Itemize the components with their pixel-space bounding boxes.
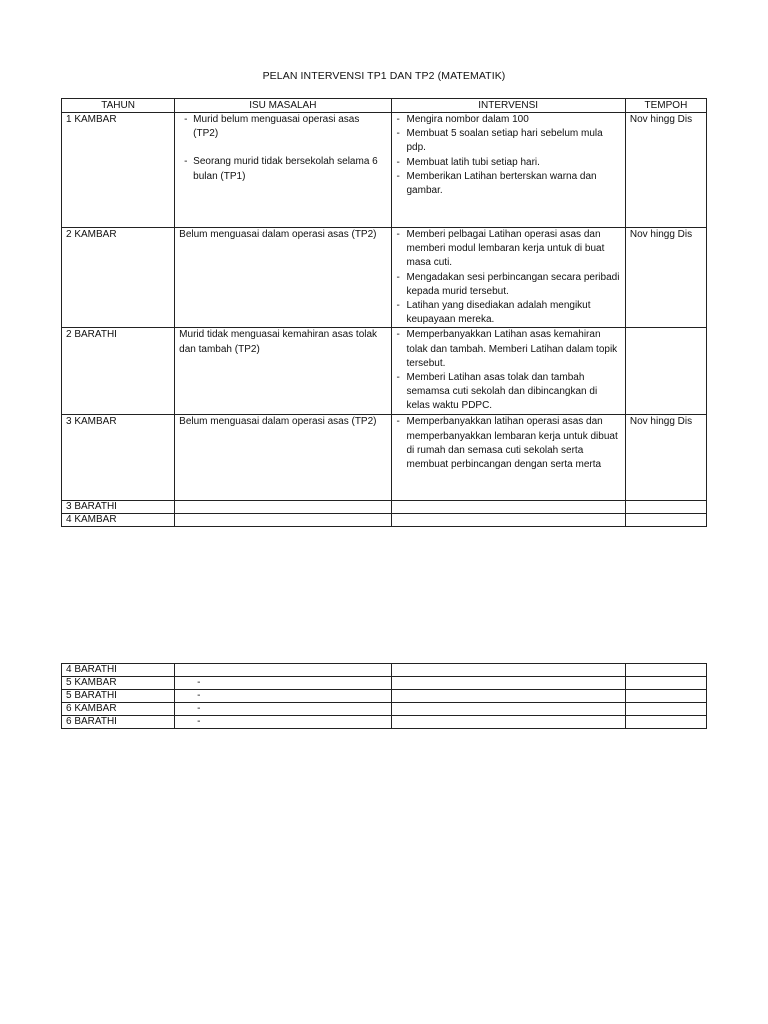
cell-isu: -	[175, 690, 391, 703]
cell-tempoh	[625, 664, 706, 677]
header-isu-masalah: ISU MASALAH	[175, 99, 391, 113]
cell-intervensi	[391, 328, 625, 415]
cell-tempoh	[625, 703, 706, 716]
cell-tempoh	[625, 328, 706, 415]
header-tempoh: TEMPOH	[625, 99, 706, 113]
cell-isu: Belum menguasai dalam operasi asas (TP2)	[175, 415, 391, 501]
table-row	[62, 677, 707, 690]
intervensi-item: - Memperbanyakkan Latihan asas kemahiran tolak dan tambah. Memberi Latihan dalam topik tersebut.	[396, 328, 621, 371]
cell-intervensi	[391, 514, 625, 527]
cell-tahun: 2 BARATHI	[62, 328, 175, 415]
cell-tahun: 3 KAMBAR	[62, 415, 175, 501]
cell-tahun: 4 KAMBAR	[62, 514, 175, 527]
intervensi-item: - Latihan yang disediakan adalah mengikut keupayaan mereka.	[396, 299, 621, 327]
cell-isu: Belum menguasai dalam operasi asas (TP2)	[175, 228, 391, 328]
table-row	[62, 415, 707, 501]
continuation-table	[61, 663, 707, 729]
cell-intervensi	[391, 415, 625, 501]
cell-tempoh: Nov hingg Dis	[625, 228, 706, 328]
intervensi-item: - Mengira nombor dalam 100	[396, 113, 621, 127]
cell-isu: -	[175, 716, 391, 729]
cell-tahun: 6 KAMBAR	[62, 703, 175, 716]
table-row	[62, 703, 707, 716]
isu-item: - Seorang murid tidak bersekolah selama 6 bulan (TP1)	[179, 155, 386, 183]
intervensi-item: - Memberikan Latihan berterskan warna dan gambar.	[396, 170, 621, 198]
cell-tempoh	[625, 716, 706, 729]
cell-isu	[175, 501, 391, 514]
cell-intervensi	[391, 716, 625, 729]
cell-intervensi	[391, 703, 625, 716]
cell-tempoh	[625, 677, 706, 690]
cell-isu: Murid tidak menguasai kemahiran asas tolak dan tambah (TP2)	[175, 328, 391, 415]
table-row	[62, 514, 707, 527]
cell-intervensi	[391, 677, 625, 690]
intervensi-item: - Mengadakan sesi perbincangan secara peribadi kepada murid tersebut.	[396, 271, 621, 299]
cell-intervensi	[391, 690, 625, 703]
table-row	[62, 501, 707, 514]
cell-intervensi	[391, 501, 625, 514]
intervensi-item: - Memberi Latihan asas tolak dan tambah semamsa cuti sekolah dan dibincangkan di kelas waktu PDPC.	[396, 371, 621, 414]
intervensi-item: - Membuat 5 soalan setiap hari sebelum mula pdp.	[396, 127, 621, 155]
cell-intervensi	[391, 664, 625, 677]
cell-tahun: 3 BARATHI	[62, 501, 175, 514]
intervention-table	[61, 98, 707, 527]
cell-intervensi	[391, 113, 625, 228]
cell-tahun: 1 KAMBAR	[62, 113, 175, 228]
cell-tempoh	[625, 690, 706, 703]
cell-tahun: 2 KAMBAR	[62, 228, 175, 328]
cell-tahun: 5 KAMBAR	[62, 677, 175, 690]
cell-isu	[175, 514, 391, 527]
cell-tempoh: Nov hingg Dis	[625, 113, 706, 228]
table-header-row	[62, 99, 707, 113]
cell-intervensi	[391, 228, 625, 328]
cell-tahun: 6 BARATHI	[62, 716, 175, 729]
cell-isu	[175, 113, 391, 228]
cell-tempoh	[625, 501, 706, 514]
intervensi-item: - Memperbanyakkan latihan operasi asas dan memperbanyakkan lembaran kerja untuk dibuat di rumah dan semasa cuti sekolah serta membuat perbincangan dengan serta merta	[396, 415, 621, 472]
intervensi-item: - Memberi pelbagai Latihan operasi asas dan memberi modul lembaran kerja untuk di buat masa cuti.	[396, 228, 621, 271]
table-row	[62, 690, 707, 703]
header-intervensi: INTERVENSI	[391, 99, 625, 113]
cell-isu	[175, 664, 391, 677]
cell-isu: -	[175, 703, 391, 716]
cell-tempoh	[625, 514, 706, 527]
table-row	[62, 664, 707, 677]
table-row	[62, 113, 707, 228]
isu-item: - Murid belum menguasai operasi asas (TP2)	[179, 113, 386, 141]
header-tahun: TAHUN	[62, 99, 175, 113]
cell-tahun: 4 BARATHI	[62, 664, 175, 677]
table-row	[62, 228, 707, 328]
page-title: PELAN INTERVENSI TP1 DAN TP2 (MATEMATIK)	[262, 70, 506, 82]
cell-isu: -	[175, 677, 391, 690]
cell-tempoh: Nov hingg Dis	[625, 415, 706, 501]
cell-tahun: 5 BARATHI	[62, 690, 175, 703]
table-row	[62, 328, 707, 415]
intervensi-item: - Membuat latih tubi setiap hari.	[396, 156, 621, 170]
table-row	[62, 716, 707, 729]
